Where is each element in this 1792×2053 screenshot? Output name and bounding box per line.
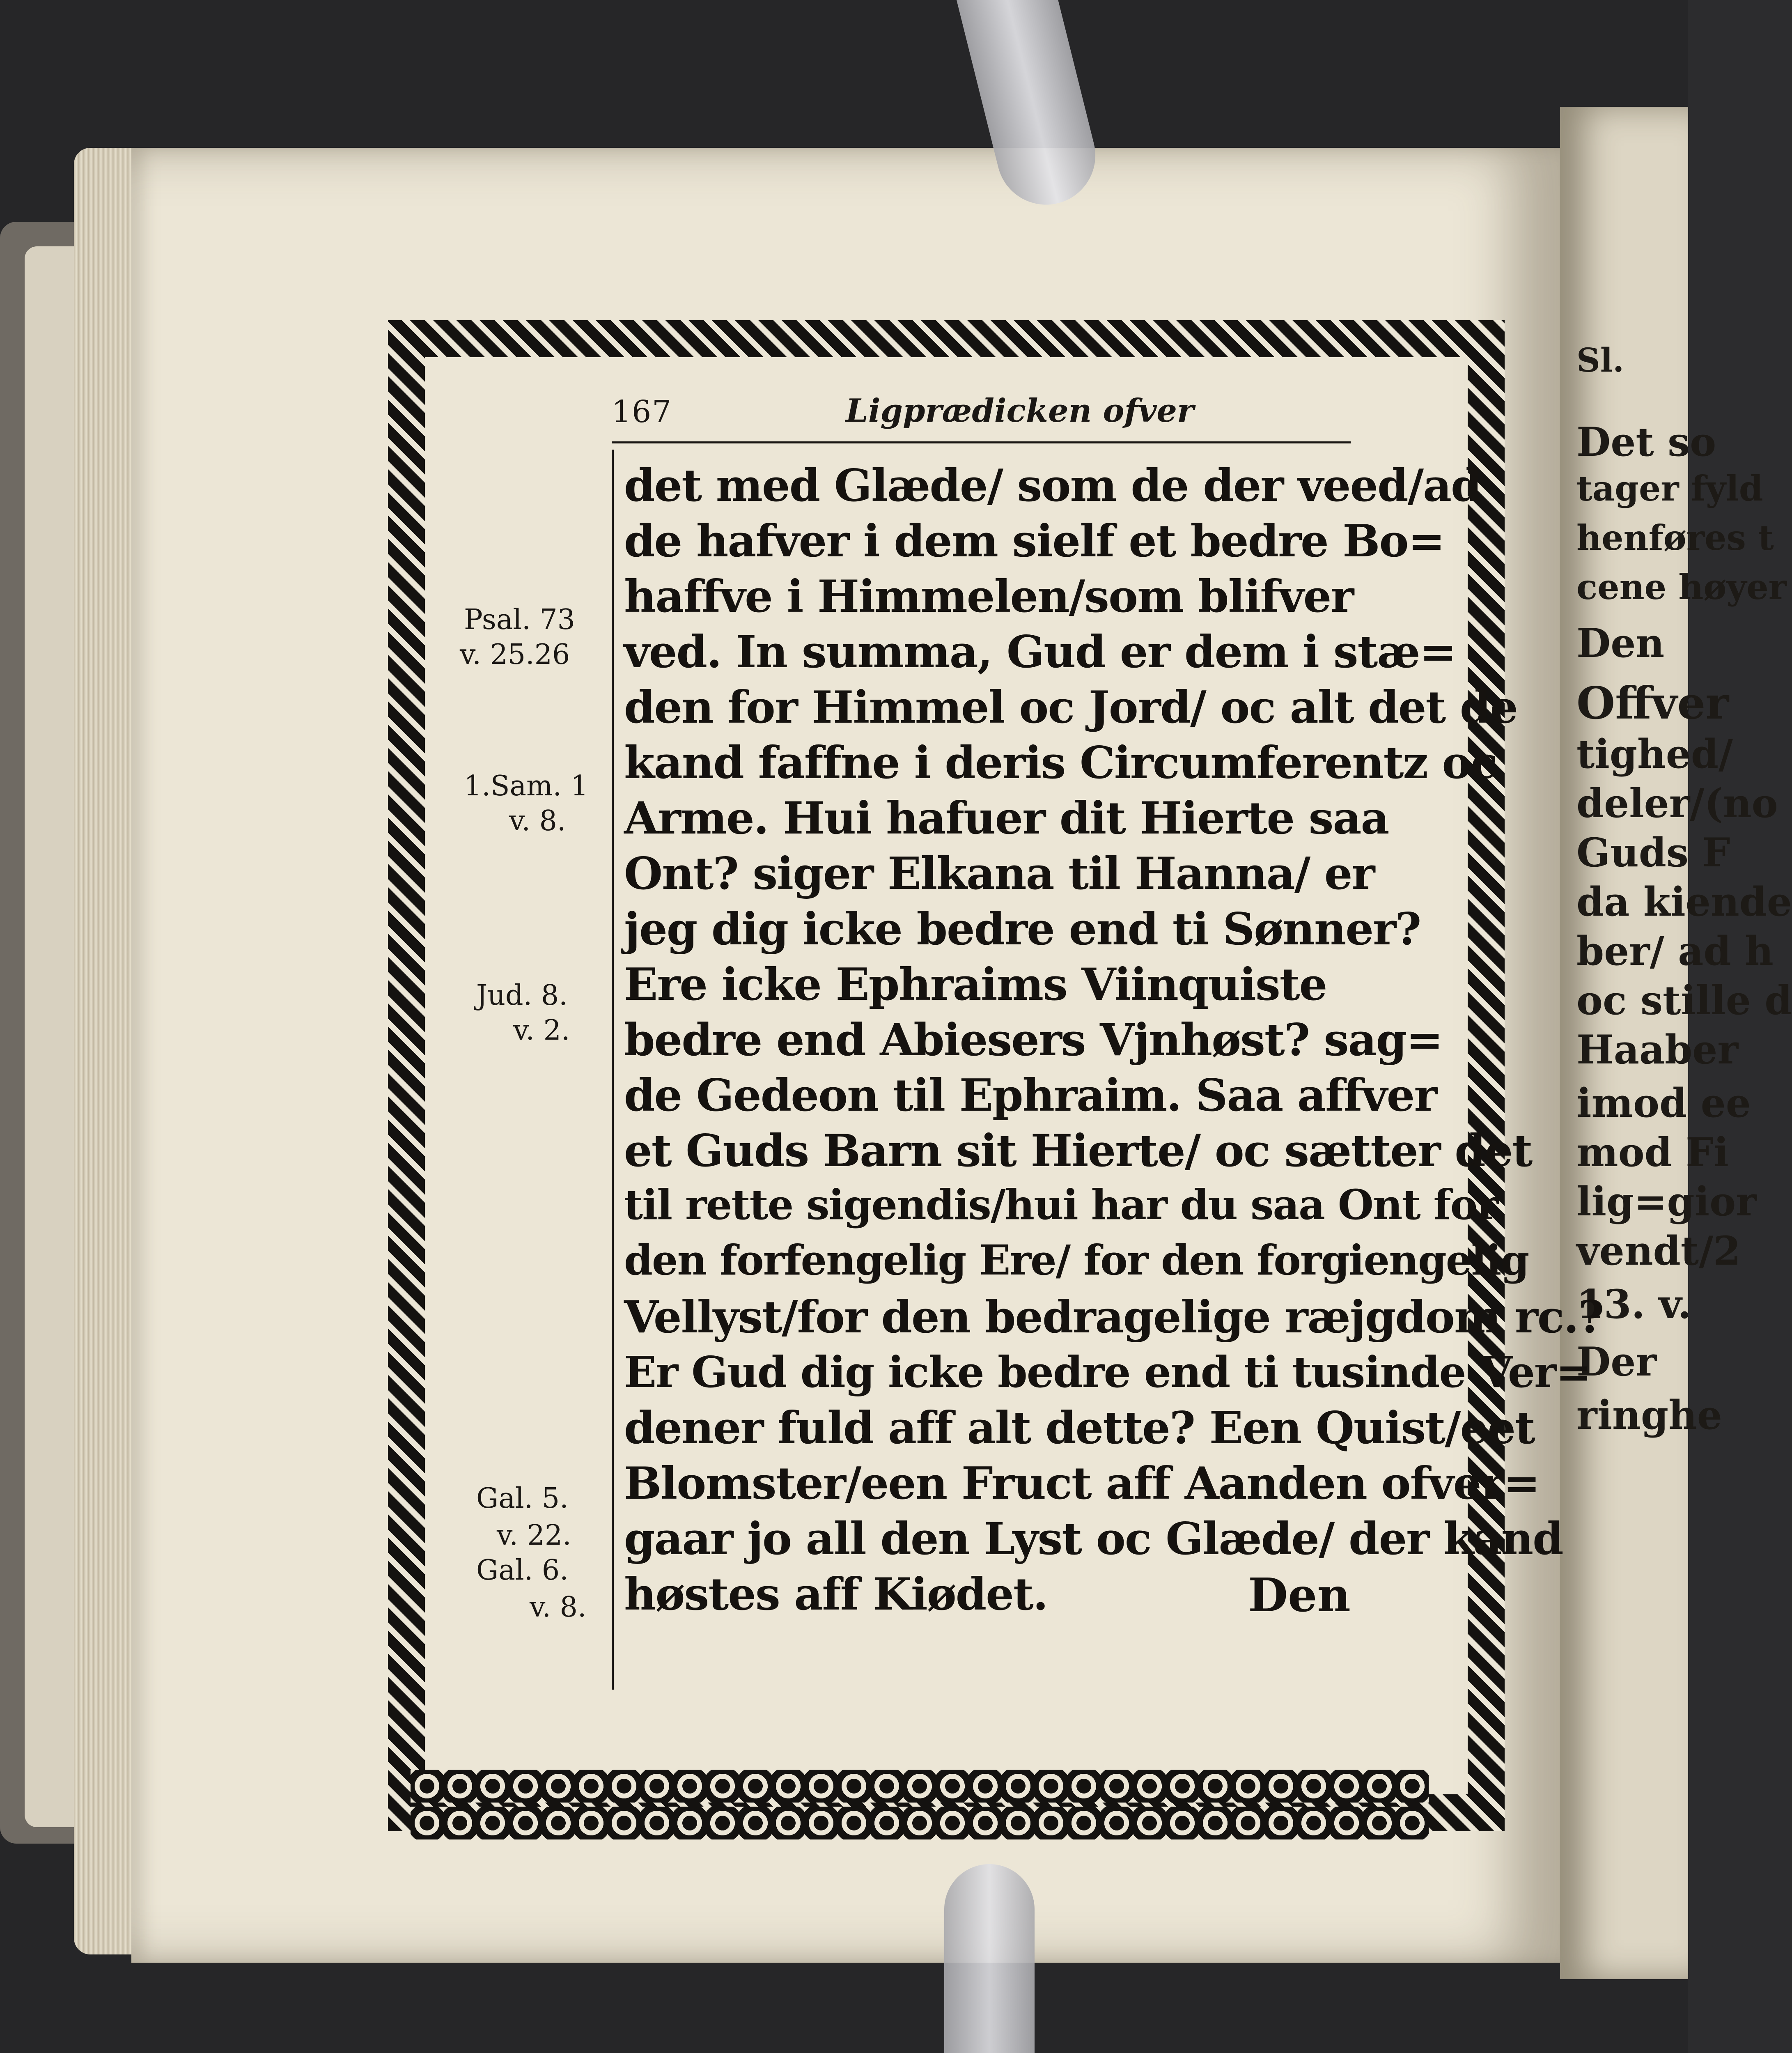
right-page-line: imod ee [1576,1080,1751,1126]
right-page-line: henføres t [1576,517,1774,558]
body-text-line: gaar jo all den Lyst oc Glæde/ der kand [624,1513,1563,1565]
catchword: Den [1248,1568,1351,1622]
body-text-line: Arme. Hui hafuer dit Hierte saa [624,792,1389,844]
body-text-line: haffve i Himmelen/som blifver [624,571,1354,622]
running-head: Ligprædicken ofver [846,392,1194,429]
body-text-line: ved. In summa, Gud er dem i stæ= [624,626,1456,678]
right-page-line: deler/(no [1576,780,1778,827]
right-page-line: Guds F [1576,829,1730,876]
right-page-line: cene høyer [1576,567,1787,607]
right-page-line: Haaber [1576,1026,1738,1073]
body-text-line: kand faffne i deris Circumferentz oc [624,737,1497,789]
right-page-line: vendt/2 [1576,1228,1741,1274]
right-page-line: Sl. [1576,341,1625,379]
right-page-line: Der [1576,1339,1657,1385]
right-page-line: lig=gior [1576,1178,1757,1225]
body-text-line: bedre end Abiesers Vjnhøst? sag= [624,1014,1443,1066]
right-page-line: Offver [1576,677,1729,729]
right-page-line: ber/ ad h [1576,928,1774,974]
body-text-line: jeg dig icke bedre end ti Sønner? [624,903,1421,955]
header-rule [612,441,1351,443]
body-text-line: Er Gud dig icke bedre end ti tusinde Ver= [624,1347,1591,1397]
right-page [1560,107,1792,1979]
body-text-line: de Gedeon til Ephraim. Saa affver [624,1070,1437,1121]
page-clip-bottom [944,1864,1035,2053]
margin-note: v. 8. [530,1591,587,1624]
right-page-line: oc stille d [1576,977,1792,1024]
right-page-line: Den [1576,620,1665,666]
margin-note: 1.Sam. 1 [464,770,588,802]
margin-note: v. 22. [497,1519,571,1552]
margin-rule [612,450,614,1690]
right-page-line: tager fyld [1576,468,1763,509]
body-text-line: den for Himmel oc Jord/ oc alt det de [624,682,1518,733]
body-text-line: den forfengelig Ere/ for den forgiengelig [624,1236,1529,1284]
body-text-line: til rette sigendis/hui har du saa Ont for [624,1180,1498,1229]
margin-note: Gal. 6. [476,1554,569,1587]
margin-note: v. 25.26 [460,638,570,671]
page-number: 167 [612,394,672,429]
body-text-line: Blomster/een Fruct aff Aanden ofver= [624,1458,1540,1509]
right-page-line: Det so [1576,419,1716,465]
fleuron-band-bottom [411,1807,1429,1839]
body-text-line: Vellyst/for den bedragelige ræjgdom rc.? [624,1291,1604,1343]
body-text-line: høstes aff Kiødet. [624,1568,1048,1620]
body-text-line: Ere icke Ephraims Viinquiste [624,959,1327,1010]
body-text-line: dener fuld aff alt dette? Een Quist/eet [624,1402,1535,1454]
margin-note: v. 8. [509,805,566,837]
body-text-line: de hafver i dem sielf et bedre Bo= [624,515,1445,567]
body-text-line: Ont? siger Elkana til Hanna/ er [624,848,1374,900]
body-text-line: et Guds Barn sit Hierte/ oc sætter det [624,1125,1532,1177]
margin-note: Psal. 73 [464,604,575,636]
right-page-line: da kiende [1576,879,1792,925]
body-text-line: det med Glæde/ som de der veed/ad [624,460,1481,512]
right-page-line: mod Fi [1576,1129,1729,1176]
right-page-line: 13. v. [1576,1281,1691,1327]
right-page-line: ringhe [1576,1392,1722,1438]
margin-note: Gal. 5. [476,1482,569,1515]
right-page-line: tighed/ [1576,731,1733,777]
margin-note: v. 2. [513,1014,570,1047]
margin-note: Jud. 8. [476,979,568,1012]
fleuron-band-top [411,1770,1429,1803]
